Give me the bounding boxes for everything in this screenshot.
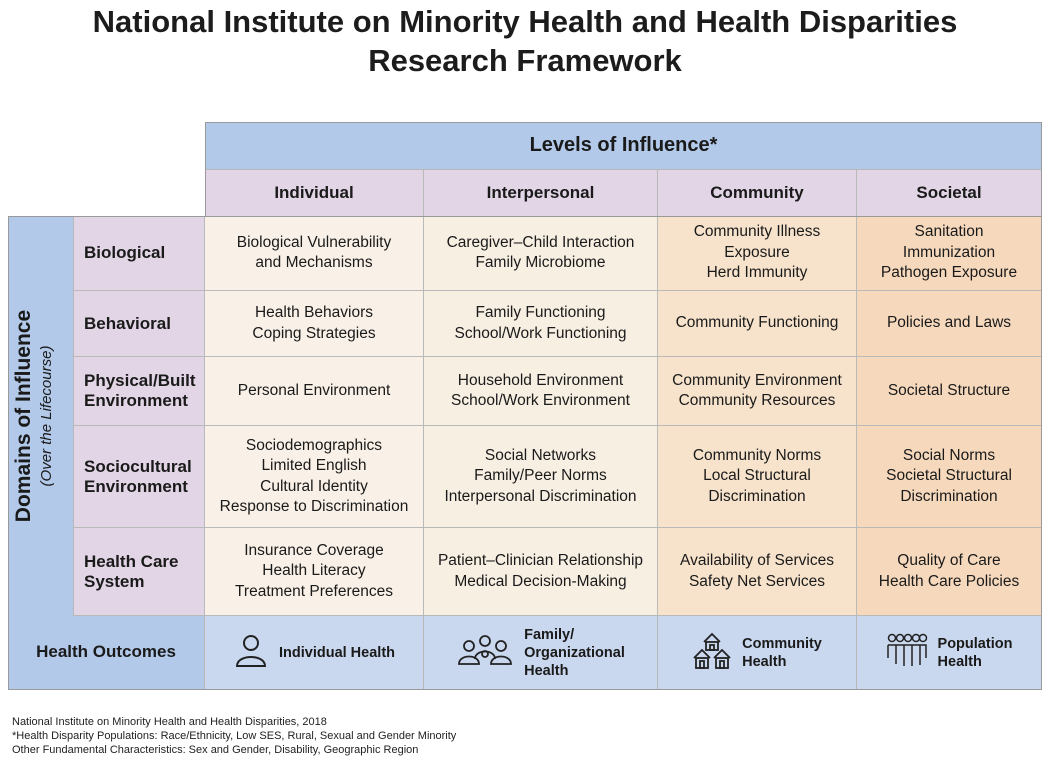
grid-cell-line: Community Norms bbox=[692, 446, 822, 464]
levels-of-influence-header: Levels of Influence* bbox=[205, 122, 1042, 170]
grid-cell-line: Health Care Policies bbox=[878, 572, 1020, 590]
domains-sub-label: (Over the Lifecourse) bbox=[38, 345, 55, 487]
outcome-label-line: Community bbox=[742, 635, 822, 652]
row-header-biological bbox=[74, 216, 205, 291]
health-outcomes-label: Health Outcomes bbox=[8, 616, 205, 690]
grid-cell-line: Interpersonal Discrimination bbox=[444, 487, 637, 505]
footnote-characteristics: Other Fundamental Characteristics: Sex and Gender, Disability, Geographic Region bbox=[12, 744, 419, 756]
grid-cell-line: Coping Strategies bbox=[252, 324, 376, 342]
row-header-line: Physical/Built bbox=[84, 371, 196, 390]
grid-cell-line: Policies and Laws bbox=[886, 314, 1012, 332]
row-header-line: Sociocultural bbox=[84, 456, 192, 476]
grid-cell-line: Community Environment bbox=[672, 371, 842, 389]
grid-cell-line: Immunization bbox=[902, 243, 996, 261]
row-header-line: Environment bbox=[84, 391, 188, 410]
houses-icon bbox=[692, 630, 732, 675]
domains-main-label: Domains of Influence bbox=[12, 309, 35, 523]
grid-cell bbox=[658, 291, 857, 357]
row-header-line: System bbox=[84, 571, 145, 591]
column-header-community: Community bbox=[658, 170, 857, 217]
row-header-line: Health Care bbox=[84, 551, 179, 571]
outcome-label bbox=[938, 635, 1013, 671]
grid-cell-line: Availability of Services bbox=[680, 552, 834, 569]
outcome-label-line: Population bbox=[937, 635, 1013, 652]
outcome-label bbox=[524, 626, 625, 680]
grid-cell-line: Pathogen Exposure bbox=[880, 264, 1018, 282]
outcome-family-organizational-health bbox=[424, 616, 658, 690]
outcome-label-line: Health bbox=[524, 662, 569, 679]
grid-cell bbox=[857, 291, 1042, 357]
row-header-sociocultural-environment bbox=[74, 426, 205, 528]
grid-cell bbox=[205, 216, 424, 291]
row-header-line: Behavioral bbox=[84, 313, 171, 333]
grid-cell bbox=[424, 426, 658, 528]
grid-cell bbox=[205, 528, 424, 616]
page-title-line-1: National Institute on Minority Health and Health Disparities bbox=[92, 4, 958, 39]
population-icon bbox=[886, 633, 928, 672]
grid-cell bbox=[658, 426, 857, 528]
grid-cell bbox=[857, 528, 1042, 616]
grid-cell bbox=[857, 426, 1042, 528]
outcome-label-line: Health bbox=[742, 653, 787, 670]
domains-of-influence-label bbox=[11, 216, 71, 616]
row-header-behavioral bbox=[74, 291, 205, 357]
grid-cell-line: Medical Decision-Making bbox=[454, 572, 627, 590]
row-header-health-care-system bbox=[74, 528, 205, 616]
outcome-label-line: Health bbox=[937, 653, 982, 670]
grid-cell-line: Societal Structure bbox=[887, 381, 1011, 399]
grid-cell-line: Community Functioning bbox=[675, 314, 839, 332]
grid-cell bbox=[857, 216, 1042, 291]
grid-cell bbox=[658, 528, 857, 616]
outcome-label bbox=[742, 635, 822, 671]
grid-cell-line: Response to Discrimination bbox=[219, 498, 409, 515]
grid-cell-line: Health Behaviors bbox=[254, 304, 374, 321]
grid-cell bbox=[424, 528, 658, 616]
outcome-label-line: Organizational bbox=[524, 644, 625, 661]
grid-cell bbox=[658, 357, 857, 426]
column-header-interpersonal: Interpersonal bbox=[424, 170, 658, 217]
outcome-population-health bbox=[857, 616, 1042, 690]
grid-cell-line: Cultural Identity bbox=[260, 477, 368, 495]
grid-cell-line: Biological Vulnerability bbox=[236, 233, 392, 251]
person-icon bbox=[233, 632, 269, 673]
grid-cell-line: Personal Environment bbox=[237, 381, 391, 399]
grid-cell-line: Sanitation bbox=[914, 223, 984, 241]
footnote-populations: *Health Disparity Populations: Race/Ethnicity, Low SES, Rural, Sexual and Gender Minority bbox=[12, 730, 457, 742]
grid-cell bbox=[424, 216, 658, 291]
grid-cell-line: Limited English bbox=[261, 457, 367, 474]
outcome-label bbox=[279, 644, 395, 662]
page-title-line-2: Research Framework bbox=[368, 43, 682, 78]
grid-cell-line: Safety Net Services bbox=[688, 572, 826, 590]
grid-cell bbox=[658, 216, 857, 291]
grid-cell-line: School/Work Environment bbox=[451, 392, 630, 409]
grid-cell-line: Insurance Coverage bbox=[244, 541, 384, 559]
grid-cell-line: Community Illness bbox=[693, 223, 821, 241]
column-header-individual: Individual bbox=[205, 170, 424, 217]
grid-cell-line: Sociodemographics bbox=[245, 436, 383, 454]
grid-cell-line: Discrimination bbox=[900, 487, 998, 505]
grid-cell bbox=[424, 357, 658, 426]
grid-cell bbox=[205, 357, 424, 426]
grid-cell-line: Household Environment bbox=[457, 371, 624, 389]
grid-cell-line: Health Literacy bbox=[262, 562, 366, 580]
grid-cell-line: Local Structural bbox=[703, 467, 811, 485]
row-header-line: Environment bbox=[84, 476, 188, 496]
grid-cell-line: Societal Structural bbox=[886, 467, 1012, 485]
grid-cell-line: Family Functioning bbox=[475, 304, 606, 321]
grid-cell-line: Patient–Clinician Relationship bbox=[437, 552, 644, 569]
row-header-physical-built-environment bbox=[74, 357, 205, 426]
grid-cell bbox=[205, 291, 424, 357]
grid-cell-line: and Mechanisms bbox=[255, 254, 373, 271]
grid-cell-line: Community Resources bbox=[678, 392, 836, 409]
column-header-societal: Societal bbox=[857, 170, 1042, 217]
grid-cell bbox=[205, 426, 424, 528]
grid-cell-line: Herd Immunity bbox=[706, 264, 808, 282]
grid-cell bbox=[857, 357, 1042, 426]
family-icon bbox=[456, 635, 514, 670]
grid-cell-line: Quality of Care bbox=[897, 552, 1001, 569]
outcome-individual-health bbox=[205, 616, 424, 690]
outcome-label-line: Individual Health bbox=[278, 644, 395, 661]
outcome-community-health bbox=[658, 616, 857, 690]
footnote-source: National Institute on Minority Health and Health Disparities, 2018 bbox=[12, 716, 327, 728]
grid-cell-line: Exposure bbox=[724, 243, 790, 261]
outcome-label-line: Family/ bbox=[524, 626, 575, 643]
grid-cell-line: Caregiver–Child Interaction bbox=[446, 233, 635, 251]
grid-cell bbox=[424, 291, 658, 357]
row-header-line: Biological bbox=[84, 243, 166, 262]
grid-cell-line: Social Norms bbox=[902, 446, 996, 464]
grid-cell-line: Family/Peer Norms bbox=[474, 467, 607, 485]
grid-cell-line: Social Networks bbox=[484, 446, 597, 464]
grid-cell-line: School/Work Functioning bbox=[454, 324, 627, 342]
grid-cell-line: Discrimination bbox=[708, 487, 806, 505]
grid-cell-line: Treatment Preferences bbox=[235, 582, 393, 600]
grid-cell-line: Family Microbiome bbox=[475, 254, 606, 271]
